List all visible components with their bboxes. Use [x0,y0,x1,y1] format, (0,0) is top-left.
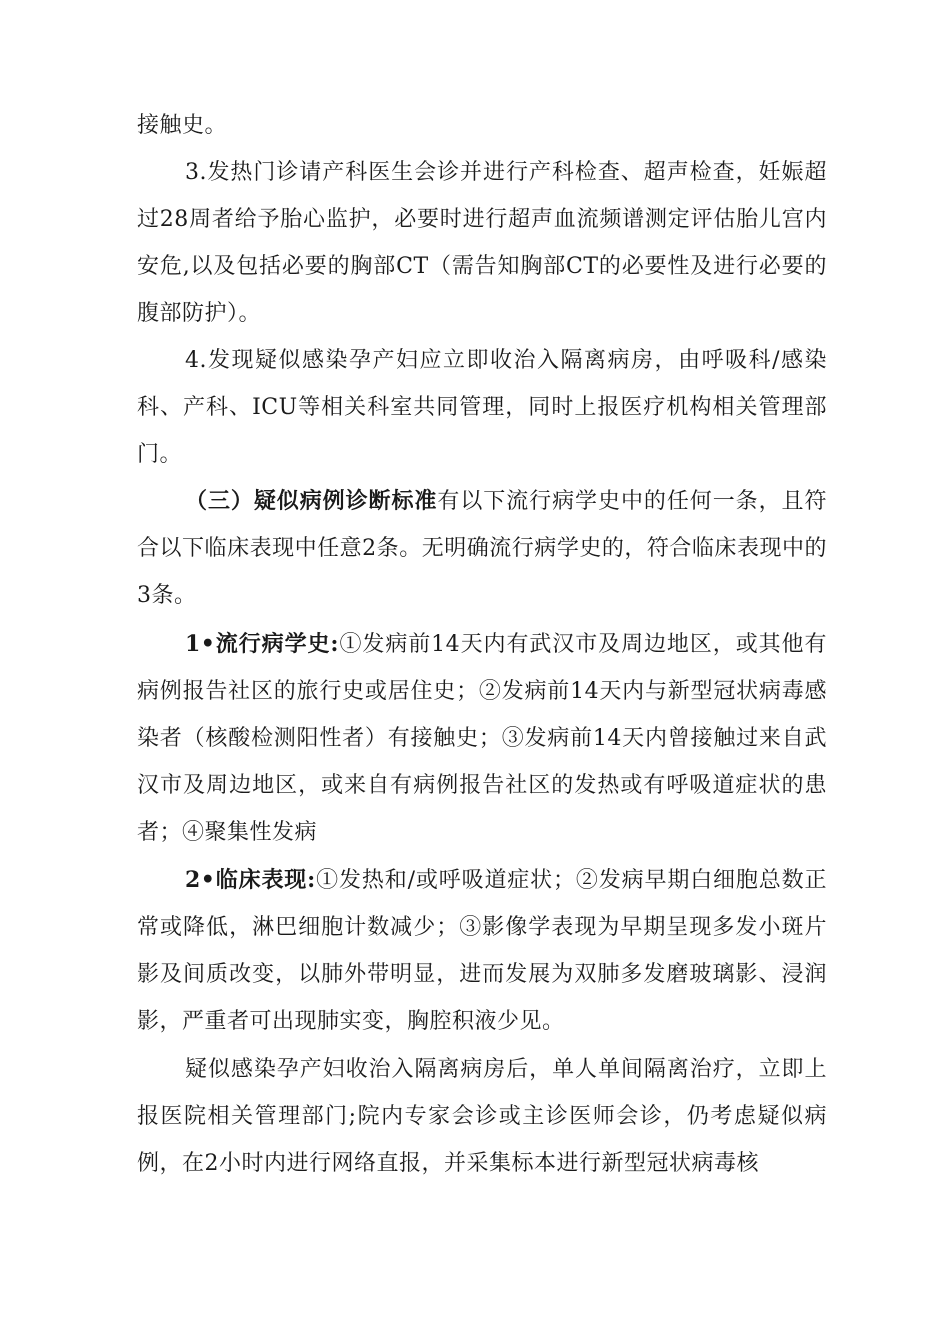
subsection-heading: 2•临床表现: [185,867,316,893]
paragraph-suspected-criteria [137,478,827,619]
paragraph-isolation [137,1046,827,1187]
paragraph-text: 接触史。 [137,113,228,138]
paragraph-text: ①发热和/或呼吸道症状；②发病早期白细胞总数正常或降低，淋巴细胞计数减少；③影像学表现为早期呈现多发小斑片影及间质改变，以肺外带明显，进而发展为双肺多发磨玻璃影、浸润影，严重者可出现肺实变，胸腔积液少见。 [137,868,827,1034]
paragraph-item-4 [137,337,827,478]
paragraph-text: ①发病前14天内有武汉市及周边地区，或其他有病例报告社区的旅行史或居住史；②发病前14天内与新型冠状病毒感染者（核酸检测阳性者）有接触史；③发病前14天内曾接触过来自武汉市及周边地区，或来自有病例报告社区的发热或有呼吸道症状的患者；④聚集性发病 [137,632,827,845]
paragraph-text: 有以下流行病学史中的任何一条，且符合以下临床表现中任意2条。无明确流行病学史的，符合临床表现中的3条。 [137,489,827,608]
paragraph-text: 疑似感染孕产妇收治入隔离病房后，单人单间隔离治疗，立即上报医院相关管理部门;院内专家会诊或主诊医师会诊，仍考虑疑似病例，在2小时内进行网络直报，并采集标本进行新型冠状病毒核 [137,1057,827,1176]
section-heading: （三）疑似病例诊断标准 [185,488,438,514]
paragraph-epidemiology [137,621,827,856]
paragraph-item-3 [137,149,827,337]
paragraph-clinical [137,857,827,1045]
subsection-heading: 1•流行病学史: [185,631,340,657]
paragraph-text: 4.发现疑似感染孕产妇应立即收治入隔离病房，由呼吸科/感染科、产科、ICU等相关科室共同管理，同时上报医疗机构相关管理部门。 [137,348,827,467]
paragraph-text: 3.发热门诊请产科医生会诊并进行产科检查、超声检查，妊娠超过28周者给予胎心监护，必要时进行超声血流频谱测定评估胎儿宫内安危,以及包括必要的胸部CT（需告知胸部CT的必要性及进行必要的腹部防护）。 [137,160,827,326]
paragraph-continuation [137,102,827,149]
